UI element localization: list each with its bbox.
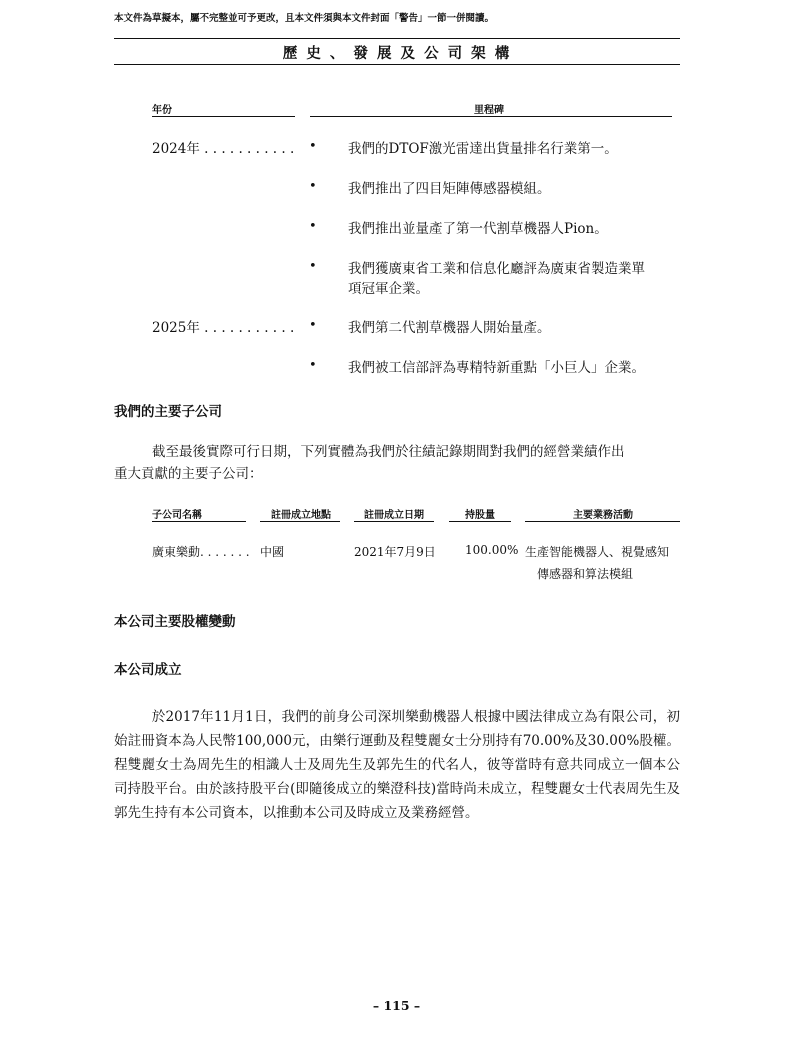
subsidiary-date-cell: 2021年7月9日	[354, 545, 436, 559]
column-header-milestone: 里程碑	[474, 105, 504, 116]
bullet-mark: •	[309, 219, 317, 234]
subsidiary-place-cell: 中國	[260, 545, 285, 559]
subsidiaries-intro-line1: 截至最後實際可行日期，下列實體為我們於往績記錄期間對我們的經營業績作出	[152, 444, 625, 460]
establishment-paragraph-text: 於2017年11月1日，我們的前身公司深圳樂動機器人根據中國法律成立為有限公司，初始註冊資本為人民幣100,000元，由樂行運動及程雙麗女士分別持有70.00%及30.00%股權。程雙麗女士為周先生的相識人士及周先生及郭先生的代名人，彼等當時有意共同成立一個本公司持股平台。由於該持股平台(即隨後成立的樂澄科技)當時尚未成立，程雙麗女士代表周先生及郭先生持有本公司資本，以推動本公司及時成立及業務經營。	[114, 709, 680, 821]
bullet-mark: •	[309, 179, 317, 194]
draft-disclaimer: 本文件為草擬本，屬不完整並可予更改，且本文件須與本文件封面「警告」一節一併閱讀。	[114, 13, 495, 24]
subheading-establishment: 本公司成立	[114, 662, 182, 678]
milestone-header-underline	[310, 116, 672, 117]
chapter-title: 歷 史 、 發 展 及 公 司 架 構	[282, 46, 512, 62]
subsidiary-name-cell: 廣東樂動. . . . . . .	[152, 545, 250, 559]
column-header-year: 年份	[152, 105, 172, 116]
milestone-item: 我們的DTOF激光雷達出貨量排名行業第一。	[348, 141, 618, 157]
subsidiaries-intro-line2: 重大貢獻的主要子公司：	[114, 466, 263, 482]
milestone-item: 我們被工信部評為專精特新重點「小巨人」企業。	[348, 360, 645, 376]
bullet-mark: •	[309, 358, 317, 373]
subsidiary-activity-line1: 生產智能機器人、視覺感知	[525, 545, 670, 559]
year-header-underline	[152, 116, 295, 117]
bullet-mark: •	[309, 259, 317, 274]
milestone-item: 我們推出了四目矩陣傳感器模組。	[348, 181, 551, 197]
place-underline	[260, 521, 340, 522]
subsidiary-activity-line2: 傳感器和算法模組	[537, 567, 634, 581]
column-header-subsidiary-name: 子公司名稱	[152, 510, 202, 521]
date-underline	[354, 521, 434, 522]
activity-underline	[525, 521, 680, 522]
subsidiary-name-underline	[152, 521, 246, 522]
section-heading-subsidiaries: 我們的主要子公司	[114, 404, 222, 420]
milestone-year-2025: 2025年 . . . . . . . . . . .	[152, 320, 295, 336]
bullet-mark: •	[309, 318, 317, 333]
header-top-rule	[114, 38, 680, 39]
column-header-date: 註冊成立日期	[364, 510, 424, 521]
milestone-item: 我們第二代割草機器人開始量產。	[348, 320, 551, 336]
milestone-item: 我們獲廣東省工業和信息化廳評為廣東省製造業單	[348, 261, 645, 277]
milestone-item: 我們推出並量產了第一代割草機器人Pion。	[348, 221, 608, 237]
milestone-item-continuation: 項冠軍企業。	[348, 281, 429, 297]
column-header-place: 註冊成立地點	[271, 510, 331, 521]
section-heading-shareholding: 本公司主要股權變動	[114, 614, 236, 630]
holding-underline	[449, 521, 511, 522]
subsidiary-holding-cell: 100.00%	[465, 543, 519, 557]
column-header-activity: 主要業務活動	[573, 510, 633, 521]
column-header-holding: 持股量	[465, 510, 495, 521]
header-bottom-rule	[114, 64, 680, 65]
establishment-paragraph	[114, 705, 680, 825]
milestone-year-2024: 2024年 . . . . . . . . . . .	[152, 141, 295, 157]
page-number: – 115 –	[372, 998, 421, 1013]
bullet-mark: •	[309, 139, 317, 154]
